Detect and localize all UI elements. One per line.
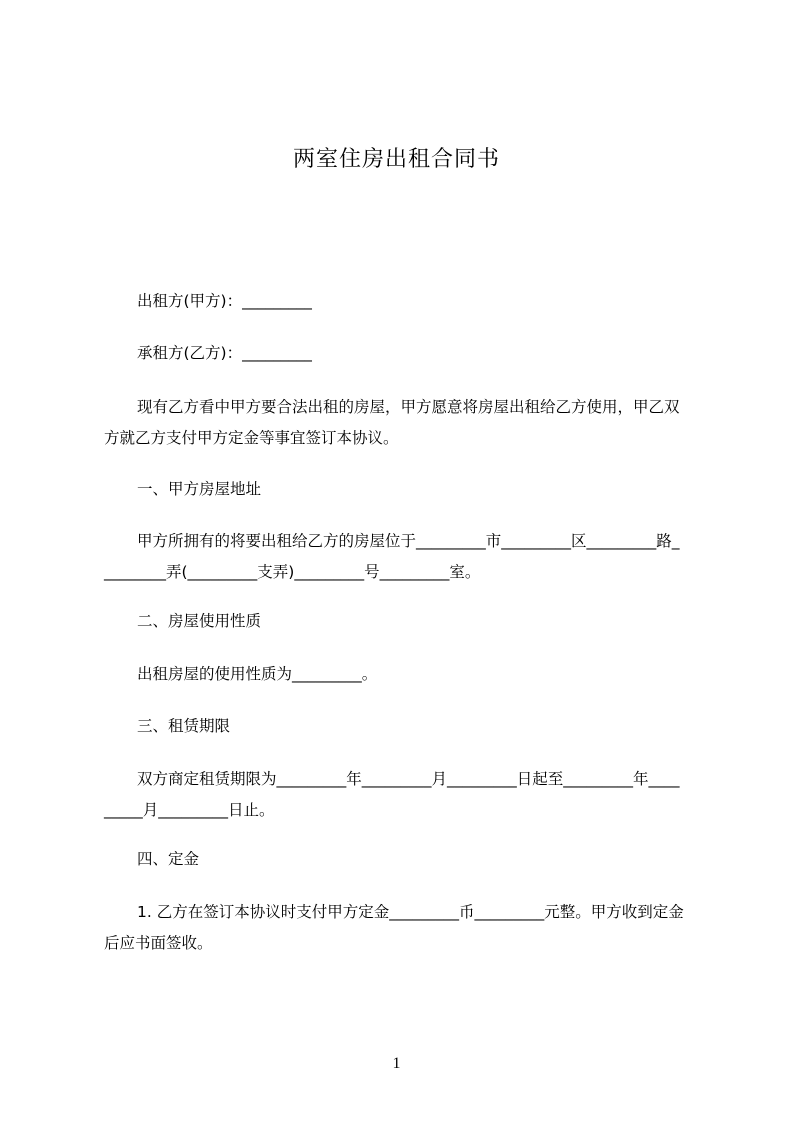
intro-paragraph-line-2: 方就乙方支付甲方定金等事宜签订本协议。 — [104, 429, 399, 447]
page-number: 1 — [392, 1055, 401, 1072]
section-3-line-1: 双方商定租赁期限为_________年_________月_________日起至_________年____ — [137, 770, 680, 788]
section-3-heading: 三、租赁期限 — [137, 717, 231, 735]
lessor-line: 出租方(甲方)：_________ — [137, 292, 312, 310]
section-3-line-2: _____月_________日止。 — [104, 801, 275, 819]
section-4-line-1: 1. 乙方在签订本协议时支付甲方定金_________币_________元整。甲方收到定金 — [137, 903, 684, 921]
section-1-heading: 一、甲方房屋地址 — [137, 480, 262, 498]
section-1-line-2: ________弄(_________支弄)_________号_________室。 — [104, 563, 481, 581]
section-2-line-1: 出租房屋的使用性质为_________。 — [137, 665, 378, 683]
lessee-line: 承租方(乙方)：_________ — [137, 344, 312, 362]
intro-paragraph-line-1: 现有乙方看中甲方要合法出租的房屋，甲方愿意将房屋出租给乙方使用，甲乙双 — [137, 398, 680, 416]
section-1-line-1: 甲方所拥有的将要出租给乙方的房屋位于_________市_________区_________路_ — [137, 532, 680, 550]
section-2-heading: 二、房屋使用性质 — [137, 612, 262, 630]
section-4-line-2: 后应书面签收。 — [104, 934, 213, 952]
section-4-heading: 四、定金 — [137, 850, 200, 868]
document-title: 两室住房出租合同书 — [292, 147, 500, 172]
